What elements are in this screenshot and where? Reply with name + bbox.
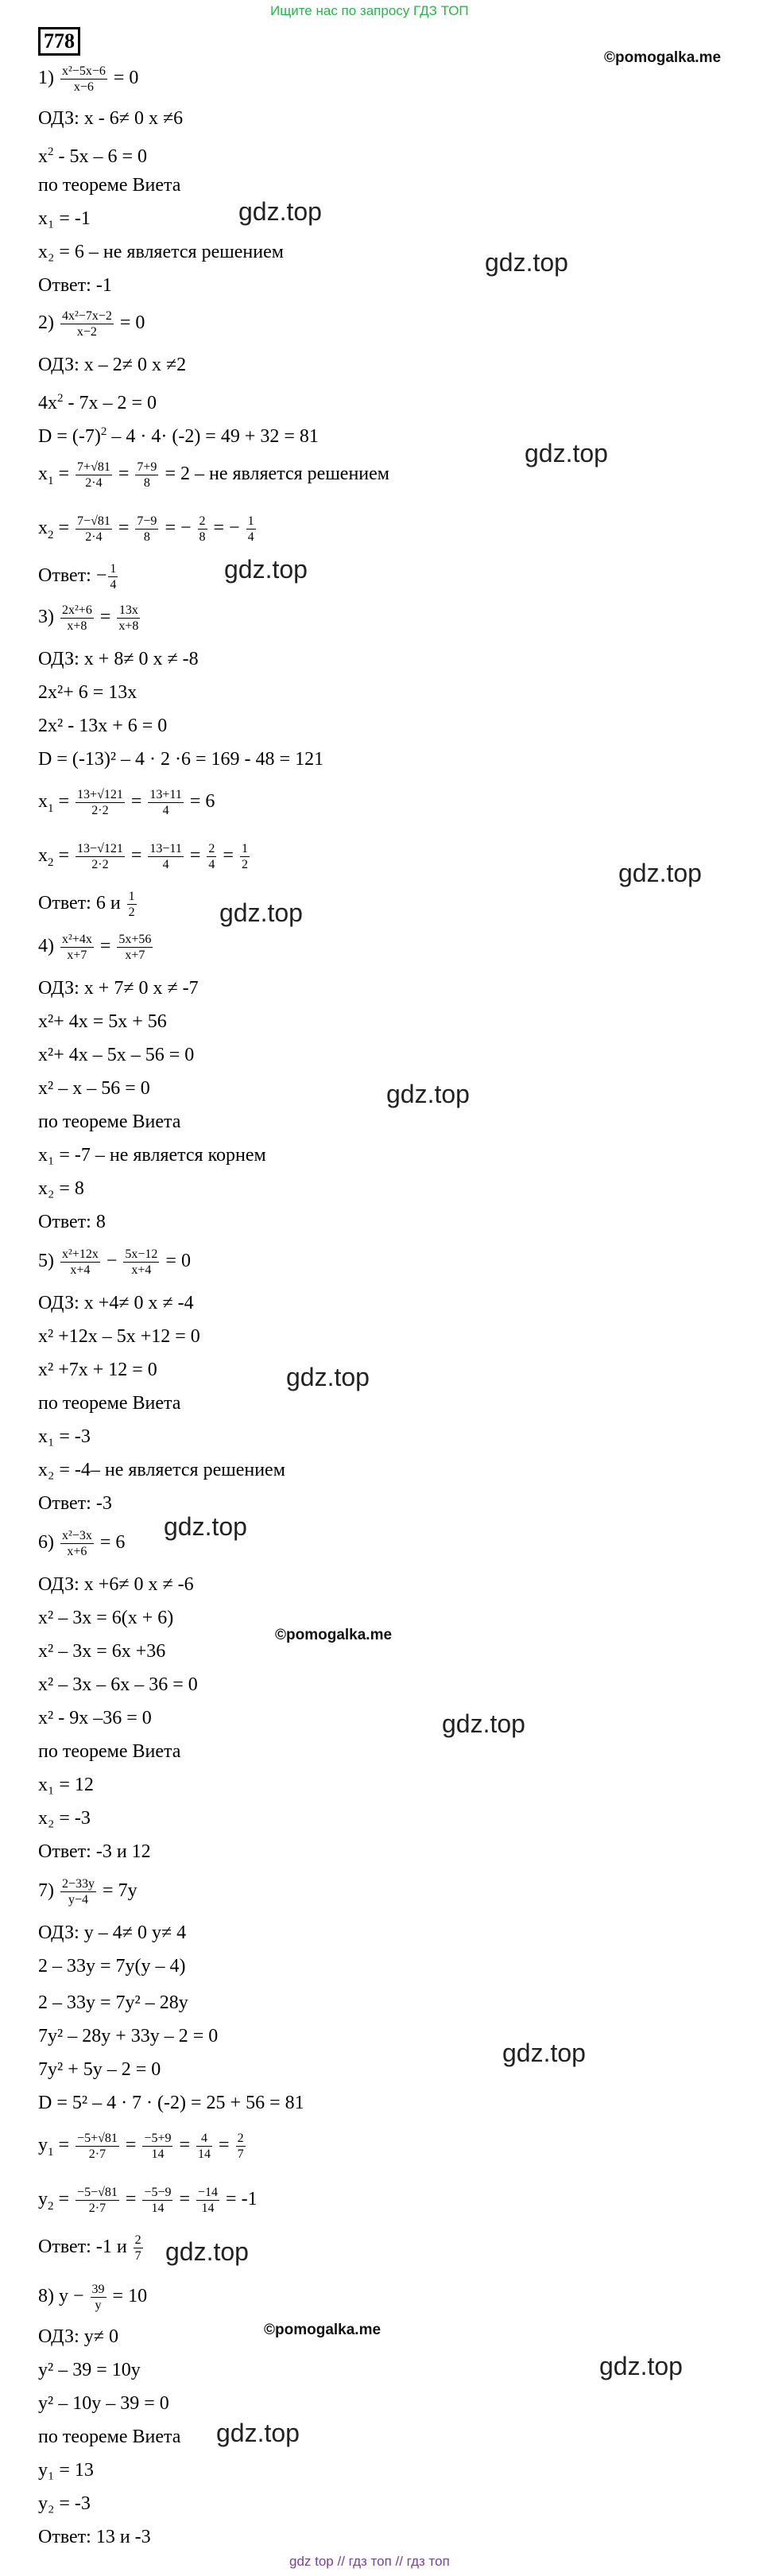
x2-5: x₂ = -4– не является решением: [38, 1460, 285, 1480]
eq6-step1: x² – 3x = 6(x + 6): [38, 1608, 174, 1628]
eq8-quad: y² – 10y – 39 = 0: [38, 2393, 169, 2414]
footer-links[interactable]: gdz top // гдз топ // гдз топ: [289, 2554, 450, 2569]
odz8: ОДЗ: y≠ 0: [38, 2326, 118, 2347]
eq7: 7) $\frac{2-33y}{y-4}$ = 7y: [38, 1877, 137, 1907]
gdz-watermark: gdz.top: [165, 2237, 249, 2266]
x2-3: $x_2$ = $\frac{13-√121}{2\cdot 2}$ = $\frac{13-11}{4}$ = $\frac{2}{4}$ = $\frac{1}{2}$: [38, 842, 248, 871]
x2-6: x₂ = -3: [38, 1808, 91, 1829]
disc3: D = (-13)² – 4 · 2 ·6 = 169 - 48 = 121: [38, 749, 324, 770]
answer3: Ответ: 6 и $\frac{1}{2}$: [38, 890, 135, 919]
vieta6: по теореме Виета: [38, 1741, 181, 1762]
answer2: Ответ: − $\frac{1}{4}$: [38, 562, 117, 592]
pomogalka-watermark: ©pomogalka.me: [604, 49, 722, 66]
odz1: ОДЗ: x - 6≠ 0 x ≠6: [38, 108, 184, 129]
x1-6: x₁ = 12: [38, 1775, 94, 1795]
x1-4: x₁ = -7 – не является корнем: [38, 1145, 266, 1166]
eq1: 1) $\frac{\text{x²−5x−6}}{x-6}$ = 0: [38, 64, 139, 94]
eq3-quad: 2x² - 13x + 6 = 0: [38, 716, 168, 736]
answer6: Ответ: -3 и 12: [38, 1841, 151, 1862]
vieta8: по теореме Виета: [38, 2427, 181, 2447]
gdz-watermark: gdz.top: [164, 1512, 247, 1541]
eq7-step2: 2 – 33y = 7y² – 28y: [38, 1992, 188, 2013]
eq4-step2: x²+ 4x – 5x – 56 = 0: [38, 1045, 195, 1065]
gdz-watermark: gdz.top: [442, 1709, 525, 1738]
odz3: ОДЗ: x + 8≠ 0 x ≠ -8: [38, 649, 199, 669]
eq4-step1: x²+ 4x = 5x + 56: [38, 1011, 167, 1032]
eq2: 2) $\frac{\text{4x²−7x−2}}{x-2}$ = 0: [38, 309, 145, 339]
gdz-watermark: gdz.top: [386, 1080, 470, 1108]
odz7: ОДЗ: y – 4≠ 0 y≠ 4: [38, 1922, 187, 1943]
x1-3: $x_1$ = $\frac{13+√121}{2\cdot 2}$ = $\frac{13+11}{4}$ = 6: [38, 788, 215, 817]
answer1: Ответ: -1: [38, 275, 112, 296]
answer5: Ответ: -3: [38, 1493, 112, 1514]
x2-4: x₂ = 8: [38, 1178, 84, 1199]
y2-8: y₂ = -3: [38, 2493, 91, 2514]
eq5-step1: x² +12x – 5x +12 = 0: [38, 1326, 200, 1347]
eq3: 3) $\frac{\text{2x²+6}}{x+8}$ = $\frac{13x}{x+8}$: [38, 603, 139, 633]
x1-5: x₁ = -3: [38, 1426, 91, 1447]
gdz-watermark: gdz.top: [599, 2352, 683, 2380]
y1-7: $y_1$ = $\frac{-5+√81}{2\cdot 7}$ = $\frac{-5+9}{14}$ = $\frac{4}{14}$ = $\frac{2}{7}$: [38, 2132, 244, 2161]
vieta1: по теореме Виета: [38, 175, 181, 196]
vieta4: по теореме Виета: [38, 1111, 181, 1132]
gdz-watermark: gdz.top: [238, 197, 322, 226]
eq1-quad: $x^2 - 5x - 6 = 0$: [38, 145, 148, 167]
eq6-quad: x² - 9x –36 = 0: [38, 1708, 152, 1728]
odz6: ОДЗ: x +6≠ 0 x ≠ -6: [38, 1574, 194, 1595]
gdz-watermark: gdz.top: [525, 439, 608, 467]
eq7-step3: 7y² – 28y + 33y – 2 = 0: [38, 2026, 219, 2046]
x2-1: x₂ = 6 – не является решением: [38, 242, 284, 262]
eq4: 4) $\frac{\text{x²+4x}}{x+7}$ = $\frac{5x+56}{x+7}$: [38, 933, 152, 962]
x2-2: $x_2$ = $\frac{7-√81}{2\cdot 4}$ = $\frac{7-9}{8}$ = − $\frac{2}{8}$ = − $\frac{1}{4}$: [38, 514, 254, 544]
odz2: ОДЗ: x – 2≠ 0 x ≠2: [38, 355, 187, 375]
eq3-step1: 2x²+ 6 = 13x: [38, 682, 137, 703]
answer7: Ответ: -1 и $\frac{2}{7}$: [38, 2233, 141, 2263]
y1-8: y₁ = 13: [38, 2460, 94, 2481]
search-hint: Ищите нас по запросу ГДЗ ТОП: [270, 3, 469, 18]
pomogalka-watermark: ©pomogalka.me: [264, 2322, 382, 2338]
y2-7: $y_2$ = $\frac{-5-√81}{2\cdot 7}$ = $\frac{-5-9}{14}$ = $\frac{-14}{14}$ = -1: [38, 2186, 258, 2215]
x1-1: x₁ = -1: [38, 208, 91, 229]
eq6-step3: x² – 3x – 6x – 36 = 0: [38, 1674, 198, 1695]
eq6: 6) $\frac{\text{x²−3x}}{x+6}$ = 6: [38, 1529, 126, 1558]
pomogalka-watermark: ©pomogalka.me: [275, 1627, 393, 1643]
gdz-watermark: gdz.top: [286, 1363, 370, 1391]
gdz-watermark: gdz.top: [219, 898, 303, 927]
eq7-step1: 2 – 33y = 7y(y – 4): [38, 1956, 186, 1977]
disc2: $D = (-7)^2 - 4 \cdot 4\cdot (-2) = 49 + 32 = 81$: [38, 425, 319, 447]
eq5-quad: x² +7x + 12 = 0: [38, 1360, 157, 1380]
eq8: 8) y − $\frac{39}{y}$ = 10: [38, 2283, 148, 2312]
gdz-watermark: gdz.top: [216, 2419, 300, 2447]
odz4: ОДЗ: x + 7≠ 0 x ≠ -7: [38, 978, 199, 999]
gdz-watermark: gdz.top: [502, 2039, 586, 2067]
eq6-step2: x² – 3x = 6x +36: [38, 1641, 166, 1662]
gdz-watermark: gdz.top: [224, 555, 308, 584]
x1-2: $x_1$ = $\frac{7+√81}{2\cdot 4}$ = $\frac{7+9}{8}$ = 2 – не является решением: [38, 460, 389, 490]
answer4: Ответ: 8: [38, 1212, 106, 1232]
eq4-quad: x² – x – 56 = 0: [38, 1078, 150, 1099]
eq2-quad: $4x^2 - 7x - 2 = 0$: [38, 392, 157, 413]
answer8: Ответ: 13 и -3: [38, 2527, 151, 2547]
eq7-quad: 7y² + 5y – 2 = 0: [38, 2059, 161, 2080]
disc7: D = 5² – 4 · 7 · (-2) = 25 + 56 = 81: [38, 2093, 304, 2113]
eq8-step1: y² – 39 = 10y: [38, 2360, 141, 2380]
problem-number: 778: [38, 27, 80, 56]
vieta5: по теореме Виета: [38, 1393, 181, 1414]
gdz-watermark: gdz.top: [618, 859, 702, 887]
odz5: ОДЗ: x +4≠ 0 x ≠ -4: [38, 1293, 194, 1313]
gdz-watermark: gdz.top: [485, 248, 568, 277]
eq5: 5) $\frac{\text{x²+12x}}{x+4}$ − $\frac{5x-12}{x+4}$ = 0: [38, 1247, 191, 1277]
